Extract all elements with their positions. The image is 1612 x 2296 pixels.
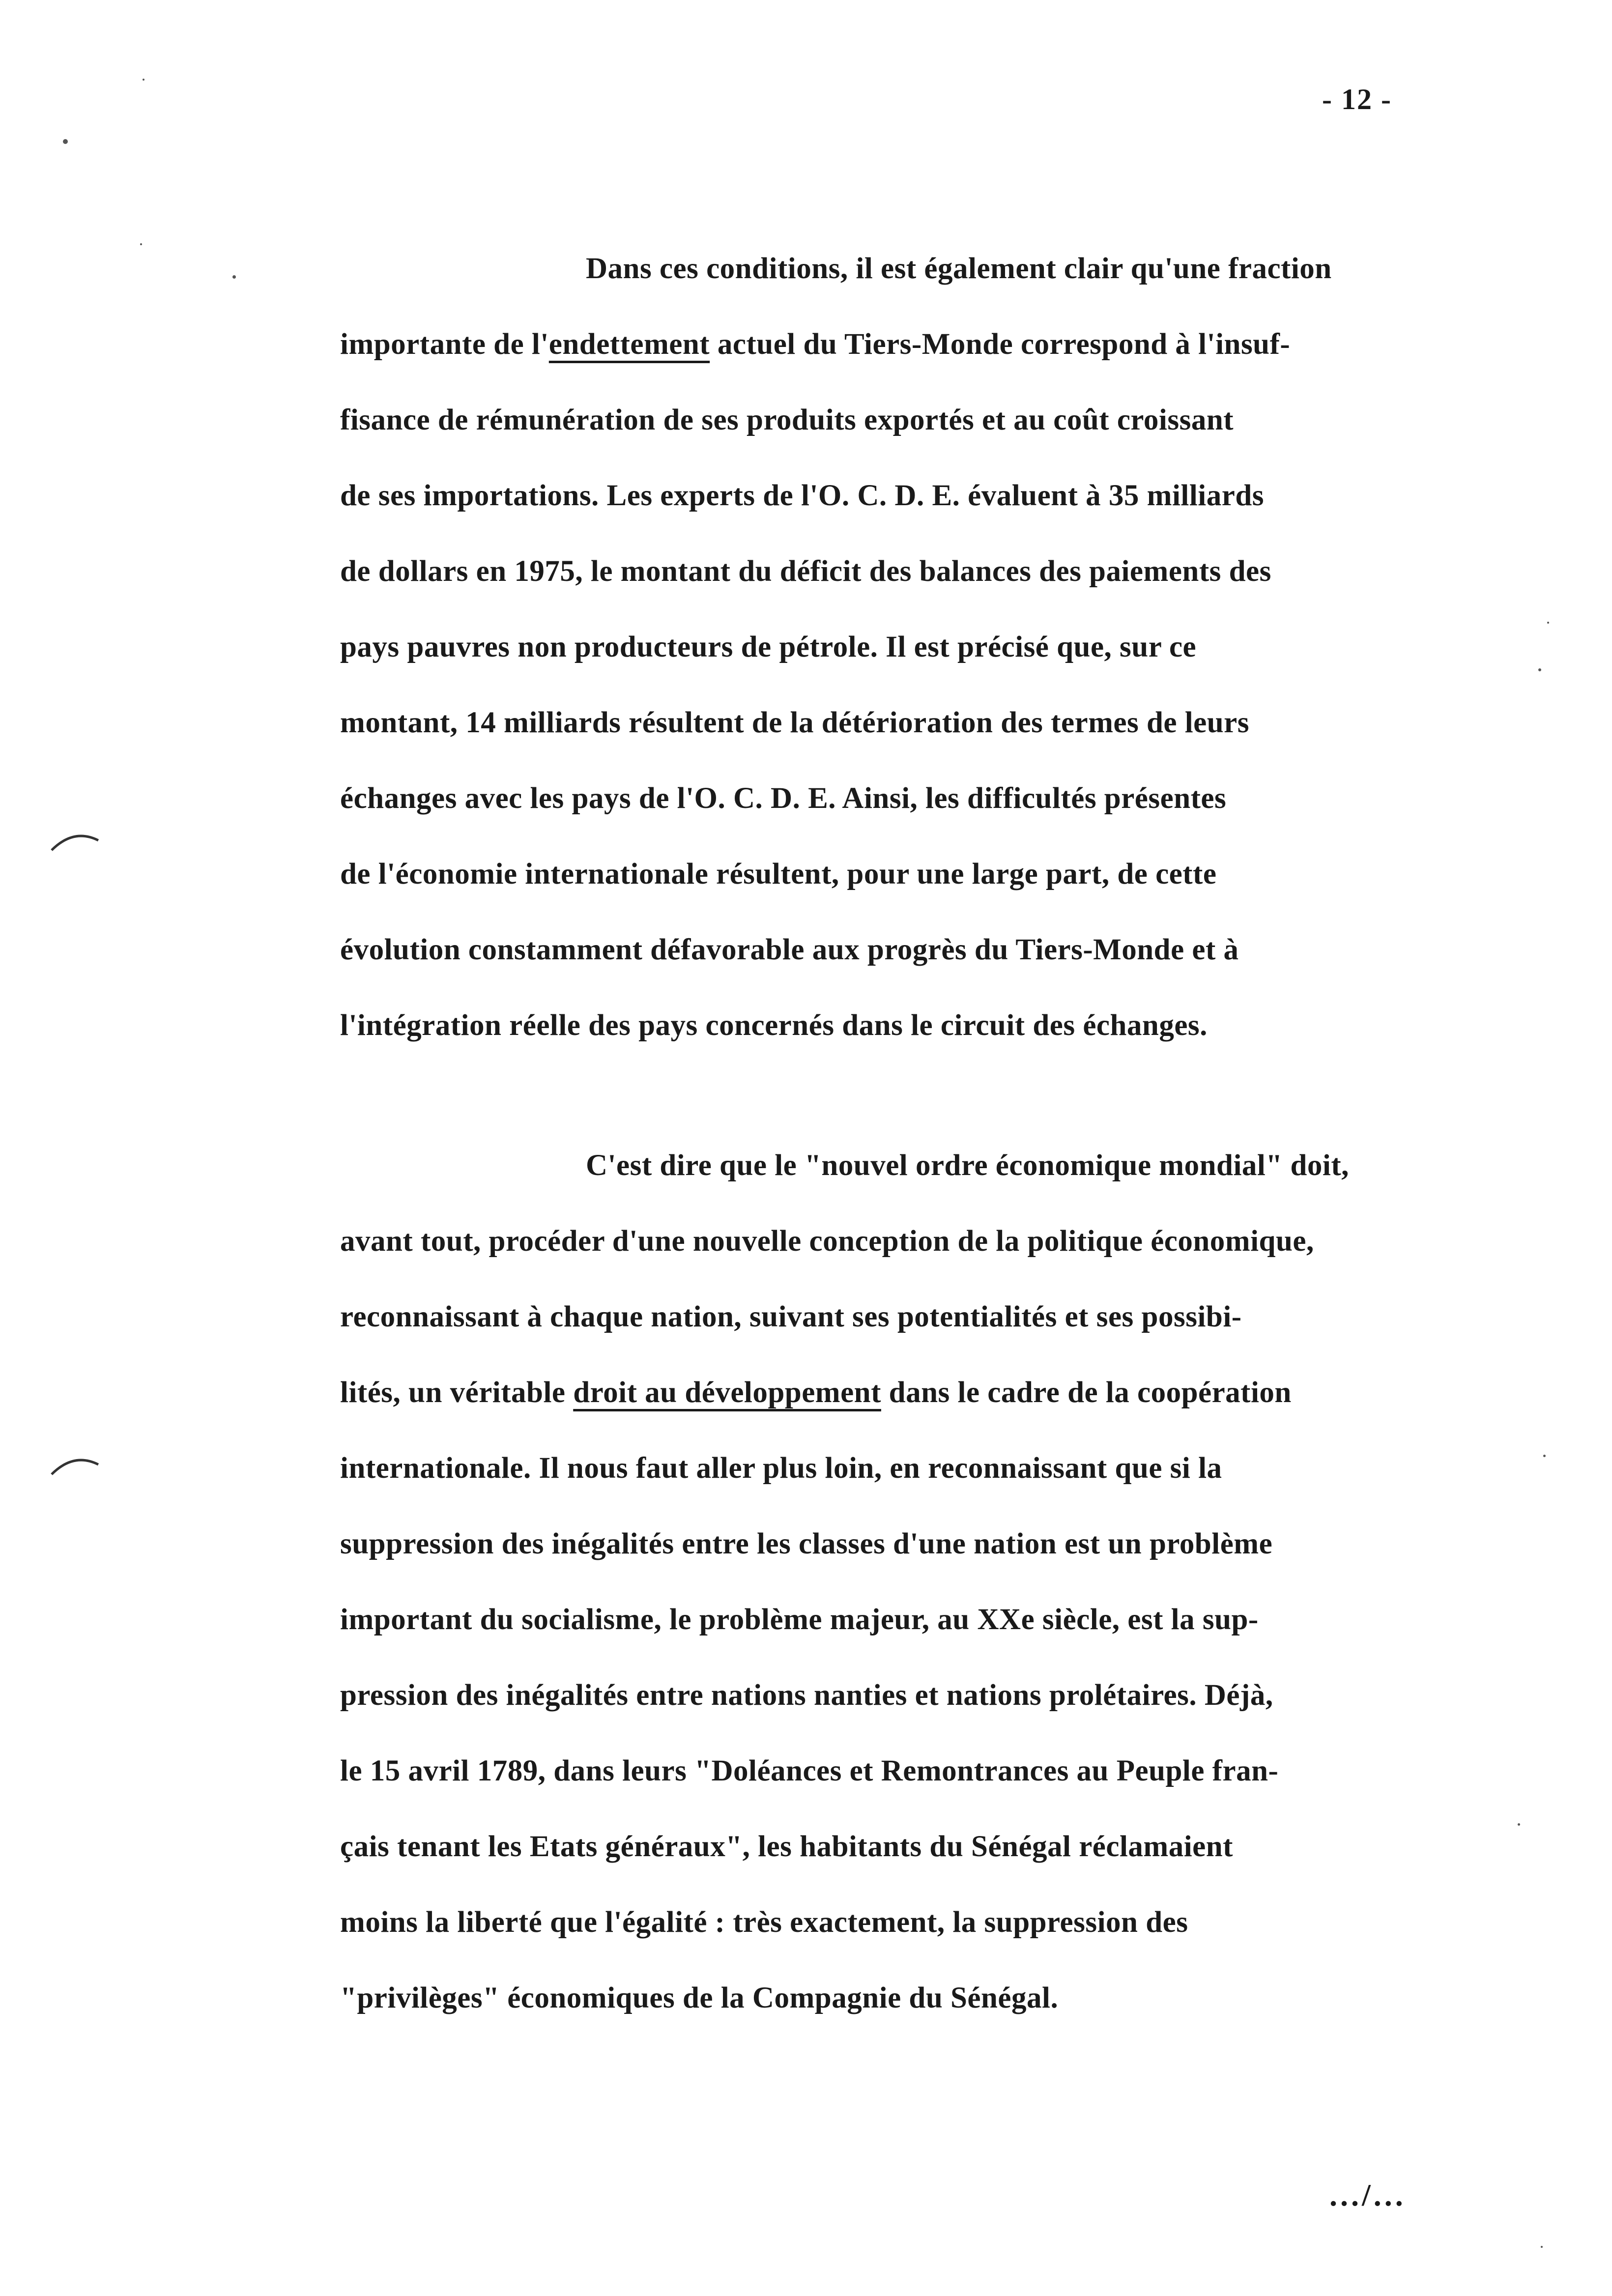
page-number: - 12 - [1322,83,1392,115]
text-line: de l'économie internationale résultent, pour une large part, de cette [340,858,1217,890]
scan-speck [1543,1455,1546,1457]
text-line: l'intégration réelle des pays concernés dans le circuit des échanges. [340,1009,1208,1042]
text-line: moins la liberté que l'égalité : très exactement, la suppression des [340,1906,1188,1939]
punch-hole-mark-upper [49,826,103,855]
scan-speck [140,243,142,245]
text-line: importante de l'endettement actuel du Tiers-Monde correspond à l'insuf- [340,328,1291,361]
text-line: évolution constamment défavorable aux progrès du Tiers-Monde et à [340,933,1239,966]
text-line: de dollars en 1975, le montant du déficit des balances des paiements des [340,555,1271,588]
text-line: fisance de rémunération de ses produits exportés et au coût croissant [340,403,1234,436]
text-line: çais tenant les Etats généraux", les habitants du Sénégal réclamaient [340,1830,1233,1863]
text-line: pression des inégalités entre nations nanties et nations prolétaires. Déjà, [340,1679,1273,1712]
paragraph-1 [340,231,1588,1063]
scan-speck [1518,1823,1520,1826]
scan-speck [63,139,68,144]
continuation-marker: .../... [1329,2178,1406,2212]
underlined-term-droit-au-developpement: droit au développement [573,1376,881,1409]
scan-speck [1538,668,1541,671]
punch-hole-mark-lower [49,1450,103,1479]
text-line: pays pauvres non producteurs de pétrole. Il est précisé que, sur ce [340,631,1197,663]
text-line: internationale. Il nous faut aller plus loin, en reconnaissant que si la [340,1452,1222,1485]
text-line: important du socialisme, le problème majeur, au XXe siècle, est la sup- [340,1603,1259,1636]
text-line: échanges avec les pays de l'O. C. D. E. Ainsi, les difficultés présentes [340,782,1227,815]
text-line: avant tout, procéder d'une nouvelle conception de la politique économique, [340,1225,1314,1258]
text-line: "privilèges" économiques de la Compagnie du Sénégal. [340,1981,1059,2014]
paragraph-2 [340,1128,1588,2036]
text-line: montant, 14 milliards résultent de la détérioration des termes de leurs [340,706,1249,739]
scan-speck [1541,2246,1543,2248]
text-line: C'est dire que le "nouvel ordre économique mondial" doit, [586,1149,1349,1182]
text-line: lités, un véritable droit au développement dans le cadre de la coopération [340,1376,1292,1409]
scan-speck [232,275,236,279]
text-line: Dans ces conditions, il est également clair qu'une fraction [586,252,1332,285]
text-line: de ses importations. Les experts de l'O. C. D. E. évaluent à 35 milliards [340,479,1264,512]
scan-speck [143,79,144,81]
text-line: reconnaissant à chaque nation, suivant ses potentialités et ses possibi- [340,1300,1242,1333]
text-line: suppression des inégalités entre les classes d'une nation est un problème [340,1527,1273,1560]
scan-speck [1547,622,1549,624]
text-line: le 15 avril 1789, dans leurs "Doléances et Remontrances au Peuple fran- [340,1754,1279,1787]
underlined-term-endettement: endettement [548,328,710,361]
